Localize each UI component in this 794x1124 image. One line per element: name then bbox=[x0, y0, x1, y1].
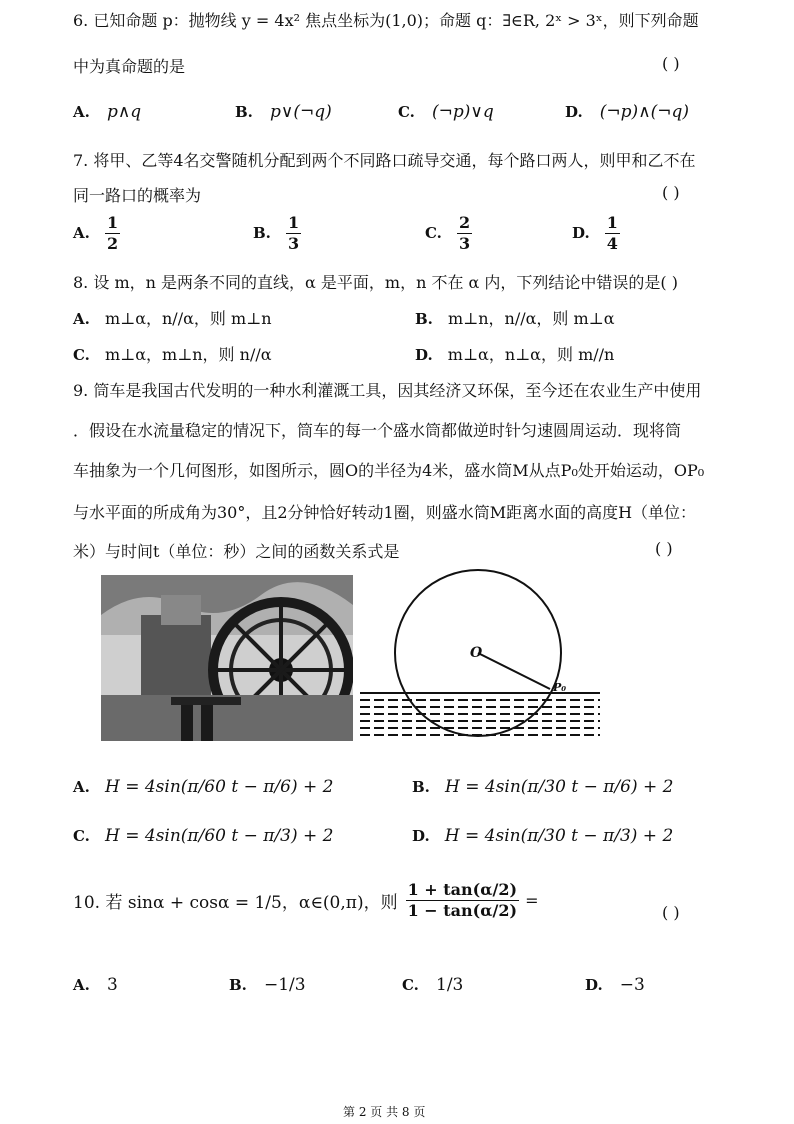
q7-stem-line1: 7. 将甲、乙等4名交警随机分配到两个不同路口疏导交通，每个路口两人，则甲和乙不在 bbox=[73, 151, 696, 170]
page-footer: 第 2 页 共 8 页 bbox=[343, 1105, 426, 1119]
q9-stem-line3: 车抽象为一个几何图形，如图所示，圆O的半径为4米，盛水筒M从点P₀处开始运动，OP₀ bbox=[73, 461, 705, 480]
q6-option-a: A. p∧q bbox=[73, 102, 142, 122]
q8-option-d: D. m⊥α，n⊥α，则 m//n bbox=[415, 345, 615, 364]
q9-answer-bracket: ( ) bbox=[655, 539, 673, 558]
q9-option-a: A. H = 4sin(π/60 t − π/6) + 2 bbox=[73, 777, 334, 797]
q9-option-b: B. H = 4sin(π/30 t − π/6) + 2 bbox=[412, 777, 674, 797]
q7-option-a: A. $\frac{1}{2}$ bbox=[73, 213, 119, 253]
q6-option-d: D. (¬p)∧(¬q) bbox=[565, 102, 690, 122]
q9-stem-line1: 9. 筒车是我国古代发明的一种水利灌溉工具，因其经济又环保，至今还在农业生产中使用 bbox=[73, 381, 702, 400]
q9-stem-line2: ．假设在水流量稳定的情况下，筒车的每一个盛水筒都做逆时针匀速圆周运动．现将筒 bbox=[73, 421, 682, 440]
point-p0-label: P₀ bbox=[553, 681, 567, 694]
q8-stem: 8. 设 m，n 是两条不同的直线，α 是平面，m，n 不在 α 内，下列结论中错误的是( ) bbox=[73, 273, 679, 292]
q6-answer-bracket: ( ) bbox=[662, 54, 680, 73]
water-wheel-diagram bbox=[355, 565, 605, 745]
q10-fraction-numerator: 1 + tan(α/2) bbox=[407, 880, 518, 899]
q6-stem-line1: 6. 已知命题 p：抛物线 y = 4x² 焦点坐标为(1,0)；命题 q：∃∈R, 2ˣ > 3ˣ，则下列命题 bbox=[73, 11, 699, 30]
q10-stem: 10. 若 sinα + cosα = 1/5，α∈(0,π)，则 $\frac{1 + \tan(\alpha/2)}{1 - \tan(\alpha/2)}$ = bbox=[73, 880, 539, 920]
q9-option-c: C. H = 4sin(π/60 t − π/3) + 2 bbox=[73, 826, 334, 846]
q7-option-c: C. $\frac{2}{3}$ bbox=[425, 213, 471, 253]
q9-stem-line4: 与水平面的所成角为30°，且2分钟恰好转动1圈，则盛水筒M距离水面的高度H（单位： bbox=[73, 503, 697, 522]
q10-answer-bracket: ( ) bbox=[662, 903, 680, 922]
center-o-label: O bbox=[470, 645, 483, 661]
q10-option-c: C. 1/3 bbox=[402, 975, 464, 995]
q10-fraction-denominator: 1 − tan(α/2) bbox=[407, 901, 518, 920]
q7-stem-line2: 同一路口的概率为 bbox=[73, 186, 202, 205]
q10-option-b: B. −1/3 bbox=[229, 975, 306, 995]
q9-option-d: D. H = 4sin(π/30 t − π/3) + 2 bbox=[412, 826, 674, 846]
q7-option-b: B. $\frac{1}{3}$ bbox=[253, 213, 300, 253]
q9-stem-line5: 米）与时间t（单位：秒）之间的函数关系式是 bbox=[73, 542, 400, 561]
q8-option-c: C. m⊥α，m⊥n，则 n//α bbox=[73, 345, 272, 364]
q7-option-d: D. $\frac{1}{4}$ bbox=[572, 213, 618, 253]
q10-option-a: A. 3 bbox=[73, 975, 118, 995]
q6-stem-line2: 中为真命题的是 bbox=[73, 57, 186, 76]
q6-option-c: C. (¬p)∨q bbox=[398, 102, 494, 122]
q8-option-b: B. m⊥n，n//α，则 m⊥α bbox=[415, 309, 615, 328]
q10-option-d: D. −3 bbox=[585, 975, 645, 995]
q7-answer-bracket: ( ) bbox=[662, 183, 680, 202]
water-wheel-photo bbox=[101, 575, 353, 741]
q8-option-a: A. m⊥α，n//α，则 m⊥n bbox=[73, 309, 272, 328]
q6-option-b: B. p∨(¬q) bbox=[235, 102, 332, 122]
